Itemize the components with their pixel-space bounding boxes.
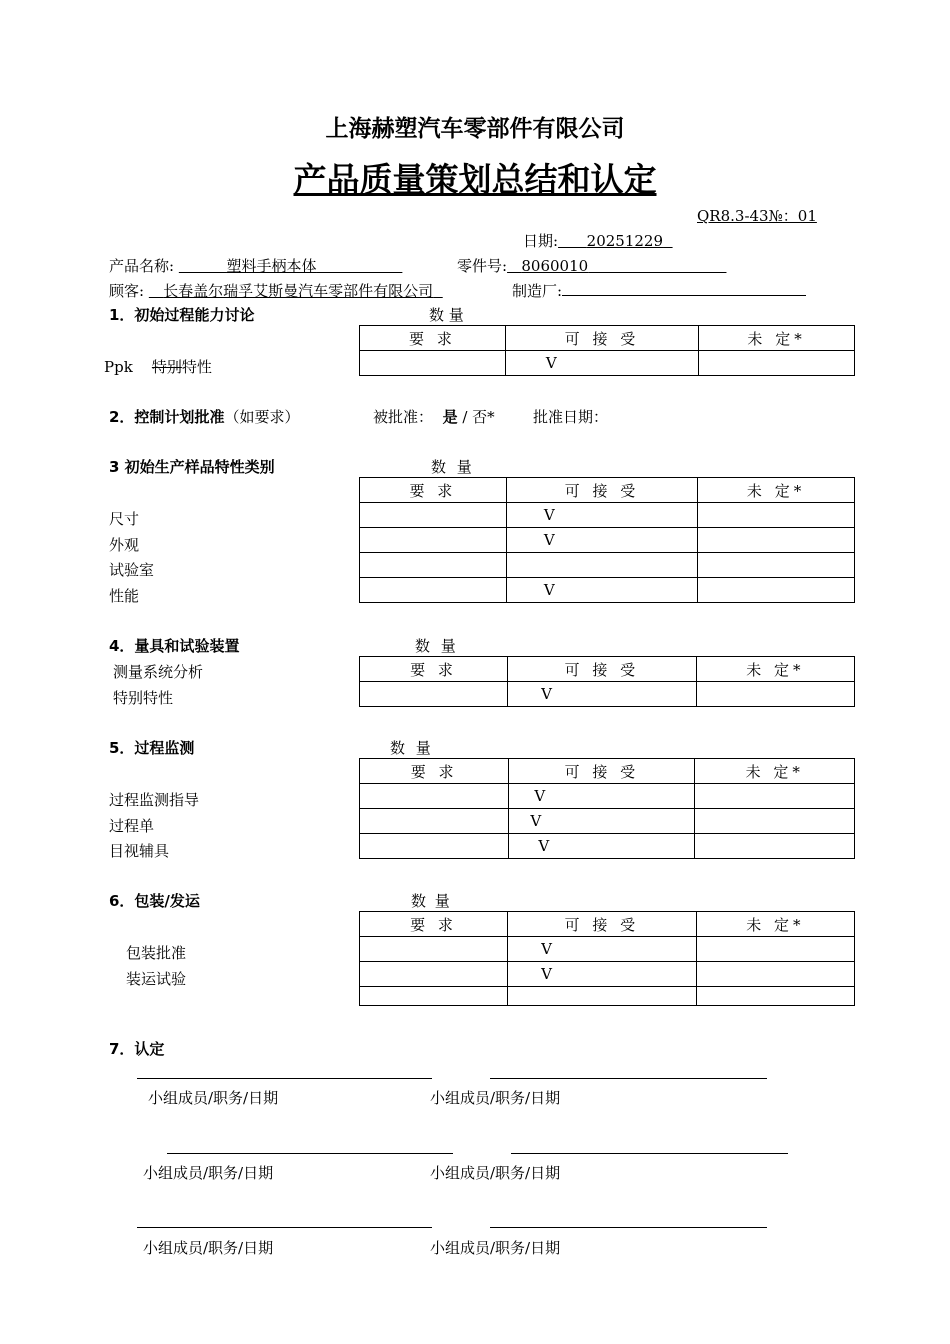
section3-row-label: 尺寸 (109, 510, 140, 528)
check-mark: V (543, 506, 555, 524)
table-header-row (360, 326, 855, 351)
section3-title: 3 初始生产样品特性类别 (109, 458, 275, 476)
cell-acceptable (505, 351, 698, 376)
product-name-value (179, 257, 403, 275)
signature-caption: 小组成员/职务/日期 (430, 1089, 561, 1107)
part-no-label: 零件号: (457, 257, 508, 275)
col-pending: 未 定* (699, 326, 855, 351)
doc-number-text: QR8.3-43№：01 (697, 207, 817, 225)
col-pending: 未 定* (696, 657, 854, 682)
cell-pending (699, 351, 855, 376)
table-header-row (360, 759, 855, 784)
part-no-field (457, 255, 726, 276)
signature-line[interactable] (511, 1153, 788, 1154)
cell-pending (698, 528, 855, 553)
table-row (360, 962, 855, 987)
date-field (523, 230, 673, 251)
section2-note: （如要求） (224, 408, 300, 426)
cell-acceptable (506, 503, 697, 528)
doc-number (697, 205, 817, 226)
table-row (360, 784, 855, 809)
signature-line[interactable] (167, 1153, 453, 1154)
section4-table (359, 656, 855, 707)
col-acceptable: 可 接 受 (508, 912, 697, 937)
section1-row-label (104, 356, 212, 377)
section3-table (359, 477, 855, 603)
cell-required (360, 834, 509, 859)
cell-required (360, 553, 507, 578)
cell-required (360, 809, 509, 834)
cell-acceptable (509, 809, 695, 834)
section5-quantity-label: 数 量 (390, 739, 434, 757)
check-mark: V (538, 837, 550, 855)
factory-label: 制造厂: (512, 282, 563, 300)
check-mark: V (545, 354, 557, 372)
section6-quantity-label: 数 量 (411, 892, 452, 910)
signature-line[interactable] (490, 1078, 767, 1079)
product-name-label: 产品名称: (109, 257, 175, 275)
signature-line[interactable] (137, 1227, 432, 1228)
cell-pending (698, 578, 855, 603)
factory-field (512, 280, 806, 301)
section1-title: 1．初始过程能力讨论 (109, 306, 255, 324)
characteristic-label: 特性 (181, 358, 212, 376)
cell-required (360, 682, 508, 707)
cell-pending (695, 834, 855, 859)
check-mark: V (541, 685, 552, 703)
cell-pending (695, 784, 855, 809)
check-mark: V (543, 581, 555, 599)
cell-pending (698, 553, 855, 578)
table-row (360, 834, 855, 859)
approved-label: 被批准： (373, 408, 434, 426)
cell-required (360, 578, 507, 603)
approval-date-label: 批准日期： (533, 408, 609, 426)
check-mark: V (543, 531, 555, 549)
check-mark: V (530, 812, 542, 830)
col-acceptable: 可 接 受 (509, 759, 695, 784)
table-row (360, 503, 855, 528)
section3-row-label: 性能 (109, 587, 140, 605)
cell-acceptable (508, 962, 697, 987)
table-header-row (360, 912, 855, 937)
customer-value (149, 282, 443, 300)
cell-pending (696, 937, 854, 962)
customer-field (109, 280, 443, 301)
cell-required (360, 937, 508, 962)
section6-title: 6．包装/发运 (109, 892, 200, 910)
cell-acceptable (509, 784, 695, 809)
check-mark: V (541, 965, 552, 983)
col-required: 要 求 (360, 326, 506, 351)
cell-pending (695, 809, 855, 834)
table-header-row (360, 657, 855, 682)
cell-required (360, 784, 509, 809)
table-row (360, 809, 855, 834)
col-required: 要 求 (360, 657, 508, 682)
section5-row-label: 过程监测指导 (109, 791, 200, 809)
table-row (360, 351, 855, 376)
section1-table (359, 325, 855, 376)
ppk-label: Ppk (104, 358, 133, 376)
col-pending: 未 定* (695, 759, 855, 784)
section3-quantity-label: 数 量 (431, 458, 475, 476)
signature-line[interactable] (137, 1078, 432, 1079)
cell-pending (696, 987, 854, 1006)
col-pending: 未 定* (698, 478, 855, 503)
section3-row-label: 外观 (109, 536, 140, 554)
section4-row-label: 测量系统分析 (113, 663, 204, 681)
table-row (360, 578, 855, 603)
table-row (360, 987, 855, 1006)
col-acceptable: 可 接 受 (506, 478, 697, 503)
section3-row-label: 试验室 (109, 561, 155, 579)
document-title-text: 产品质量策划总结和认定 (293, 160, 657, 199)
cell-acceptable (509, 834, 695, 859)
approved-yes: 是 (442, 408, 458, 426)
signature-caption: 小组成员/职务/日期 (430, 1239, 561, 1257)
section6-table (359, 911, 855, 1006)
section6-row-label: 装运试验 (126, 970, 187, 988)
cell-acceptable (506, 553, 697, 578)
section5-row-label: 目视辅具 (109, 842, 170, 860)
table-row (360, 553, 855, 578)
cell-required (360, 987, 508, 1006)
col-acceptable: 可 接 受 (508, 657, 697, 682)
product-name-field (109, 255, 402, 276)
section2-title-line (109, 406, 299, 427)
signature-caption: 小组成员/职务/日期 (143, 1239, 274, 1257)
cell-pending (696, 962, 854, 987)
cell-pending (696, 682, 854, 707)
date-value-text: 20251229 (586, 232, 664, 250)
table-row (360, 528, 855, 553)
cell-required (360, 962, 508, 987)
cell-pending (698, 503, 855, 528)
col-required: 要 求 (360, 912, 508, 937)
check-mark: V (541, 940, 552, 958)
document-title (0, 154, 950, 201)
cell-acceptable (508, 937, 697, 962)
section4-row-label: 特别特性 (113, 689, 174, 707)
check-mark: V (534, 787, 546, 805)
company-name: 上海赫塑汽车零部件有限公司 (325, 116, 625, 142)
customer-label: 顾客: (109, 282, 145, 300)
section2-title: 2．控制计划批准 (109, 408, 225, 426)
cell-required (360, 528, 507, 553)
col-acceptable: 可 接 受 (505, 326, 698, 351)
section2-approval (373, 406, 495, 427)
part-no-value (507, 257, 726, 275)
table-row (360, 682, 855, 707)
signature-caption: 小组成员/职务/日期 (148, 1089, 279, 1107)
col-required: 要 求 (360, 478, 507, 503)
signature-caption: 小组成员/职务/日期 (143, 1164, 274, 1182)
cell-required (360, 503, 507, 528)
cell-acceptable (506, 578, 697, 603)
approved-no: / 否* (462, 408, 495, 426)
part-no-text: 8060010 (521, 257, 589, 275)
col-required: 要 求 (360, 759, 509, 784)
section4-title: 4．量具和试验装置 (109, 637, 240, 655)
col-pending: 未 定* (696, 912, 854, 937)
customer-text: 长春盖尔瑞孚艾斯曼汽车零部件有限公司 (163, 282, 434, 300)
table-header-row (360, 478, 855, 503)
product-name-text: 塑料手柄本体 (226, 257, 317, 275)
factory-blank (562, 281, 806, 296)
table-row (360, 937, 855, 962)
special-label-struck: 特别 (151, 358, 182, 376)
signature-caption: 小组成员/职务/日期 (430, 1164, 561, 1182)
date-label: 日期: (523, 232, 559, 250)
signature-line[interactable] (490, 1227, 767, 1228)
section7-title: 7．认定 (109, 1040, 165, 1058)
section5-table (359, 758, 855, 859)
section1-quantity-label: 数 量 (429, 306, 464, 324)
section5-row-label: 过程单 (109, 817, 155, 835)
date-value (558, 232, 673, 250)
cell-acceptable (506, 528, 697, 553)
section5-title: 5．过程监测 (109, 739, 195, 757)
cell-required (360, 351, 506, 376)
section6-row-label: 包装批准 (126, 944, 187, 962)
cell-acceptable (508, 682, 697, 707)
cell-acceptable (508, 987, 697, 1006)
section4-quantity-label: 数 量 (415, 637, 459, 655)
